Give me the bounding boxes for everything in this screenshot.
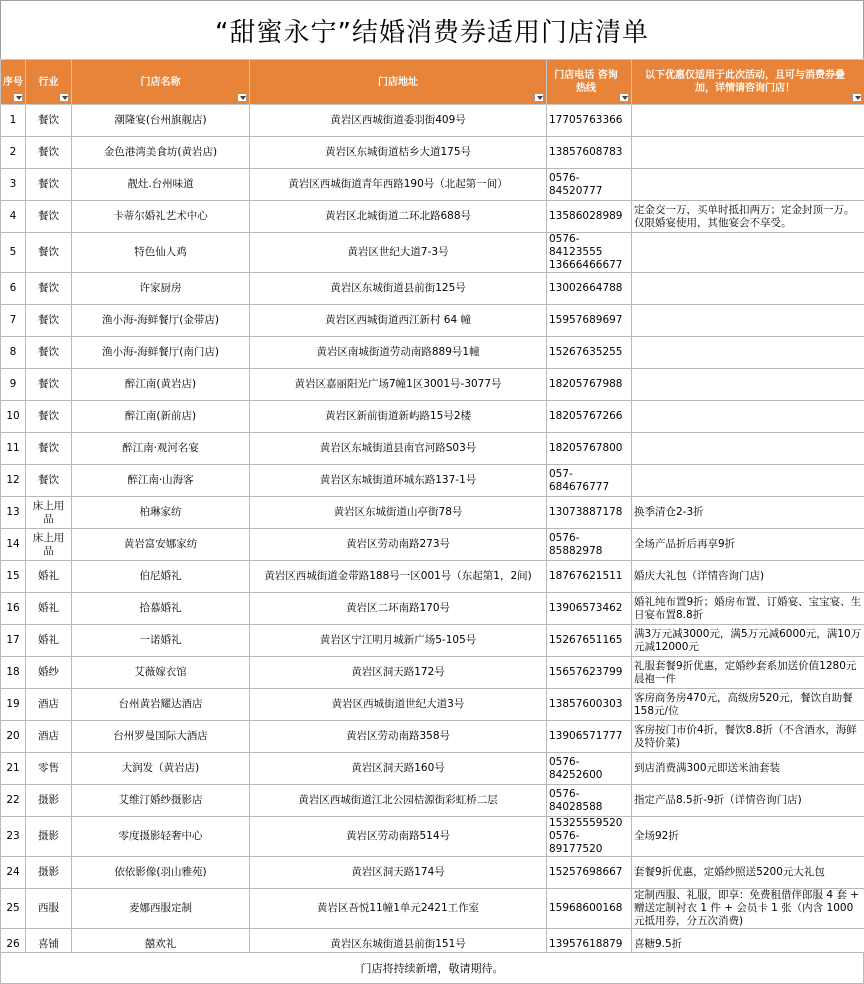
cell-industry[interactable]: 摄影 xyxy=(26,785,72,817)
cell-no[interactable]: 5 xyxy=(1,233,26,273)
cell-offer[interactable]: 指定产品8.5折-9折（详情咨询门店) xyxy=(632,785,864,817)
cell-no[interactable]: 21 xyxy=(1,753,26,785)
cell-phone[interactable]: 15325559520 0576-89177520 xyxy=(547,817,632,857)
cell-offer[interactable] xyxy=(632,369,864,401)
cell-phone[interactable]: 18205767800 xyxy=(547,433,632,465)
table-row xyxy=(1,753,864,785)
cell-address[interactable]: 黄岩区西城街道世纪大道3号 xyxy=(250,689,547,721)
cell-no[interactable]: 2 xyxy=(1,137,26,169)
cell-address[interactable]: 黄岩区西城街道委羽街409号 xyxy=(250,105,547,137)
cell-industry[interactable]: 餐饮 xyxy=(26,233,72,273)
cell-no[interactable]: 26 xyxy=(1,929,26,961)
cell-no[interactable]: 16 xyxy=(1,593,26,625)
cell-store-name[interactable]: 艾薇嫁衣馆 xyxy=(72,657,250,689)
cell-industry[interactable]: 餐饮 xyxy=(26,273,72,305)
cell-no[interactable]: 6 xyxy=(1,273,26,305)
cell-industry[interactable]: 摄影 xyxy=(26,817,72,857)
table-row xyxy=(1,433,864,465)
table-row xyxy=(1,305,864,337)
cell-store-name[interactable]: 拾慕婚礼 xyxy=(72,593,250,625)
cell-phone[interactable]: 0576-84028588 xyxy=(547,785,632,817)
cell-store-name[interactable]: 渔小海-海鲜餐厅(金带店) xyxy=(72,305,250,337)
cell-offer[interactable]: 全场产品折后再享9折 xyxy=(632,529,864,561)
table-row xyxy=(1,689,864,721)
cell-store-name[interactable]: 醉江南·山海客 xyxy=(72,465,250,497)
cell-address[interactable]: 黄岩区东城街道桔乡大道175号 xyxy=(250,137,547,169)
cell-no[interactable]: 15 xyxy=(1,561,26,593)
cell-industry[interactable]: 摄影 xyxy=(26,857,72,889)
cell-industry[interactable]: 餐饮 xyxy=(26,105,72,137)
cell-address[interactable]: 黄岩区劳动南路514号 xyxy=(250,817,547,857)
table-row xyxy=(1,337,864,369)
cell-address[interactable]: 黄岩区洞天路174号 xyxy=(250,857,547,889)
cell-no[interactable]: 9 xyxy=(1,369,26,401)
cell-industry[interactable]: 酒店 xyxy=(26,689,72,721)
cell-no[interactable]: 18 xyxy=(1,657,26,689)
table-row xyxy=(1,857,864,889)
cell-store-name[interactable]: 艾维汀婚纱摄影店 xyxy=(72,785,250,817)
header-store: 门店名称 xyxy=(72,60,250,105)
cell-offer[interactable] xyxy=(632,137,864,169)
cell-address[interactable]: 黄岩区劳动南路358号 xyxy=(250,721,547,753)
cell-address[interactable]: 黄岩区嘉丽阳光广场7幢1区3001号-3077号 xyxy=(250,369,547,401)
cell-address[interactable]: 黄岩区洞天路172号 xyxy=(250,657,547,689)
table-row xyxy=(1,105,864,137)
cell-store-name[interactable]: 潮隆宴(台州旗舰店) xyxy=(72,105,250,137)
cell-phone[interactable]: 0576-84123555 13666466677 xyxy=(547,233,632,273)
cell-store-name[interactable]: 许家厨房 xyxy=(72,273,250,305)
cell-offer[interactable]: 喜糖9.5折 xyxy=(632,929,864,961)
cell-no[interactable]: 3 xyxy=(1,169,26,201)
cell-phone[interactable]: 13586028989 xyxy=(547,201,632,233)
cell-store-name[interactable]: 零度摄影轻奢中心 xyxy=(72,817,250,857)
table-row xyxy=(1,137,864,169)
page-title: “甜蜜永宁”结婚消费券适用门店清单 xyxy=(0,0,864,60)
cell-industry[interactable]: 西服 xyxy=(26,889,72,929)
cell-industry[interactable]: 餐饮 xyxy=(26,169,72,201)
table-row xyxy=(1,721,864,753)
cell-address[interactable]: 黄岩区西城街道青年西路190号（北起第一间） xyxy=(250,169,547,201)
cell-store-name[interactable]: 麦娜西服定制 xyxy=(72,889,250,929)
cell-no[interactable]: 24 xyxy=(1,857,26,889)
filter-dropdown-icon[interactable] xyxy=(237,93,247,102)
cell-no[interactable]: 22 xyxy=(1,785,26,817)
cell-address[interactable]: 黄岩区西城街道西江新村 64 幢 xyxy=(250,305,547,337)
cell-no[interactable]: 17 xyxy=(1,625,26,657)
filter-dropdown-icon[interactable] xyxy=(534,93,544,102)
header-no: 序号 xyxy=(1,60,26,105)
cell-phone[interactable]: 13906573462 xyxy=(547,593,632,625)
cell-store-name[interactable]: 金色港湾美食坊(黄岩店) xyxy=(72,137,250,169)
cell-industry[interactable]: 喜铺 xyxy=(26,929,72,961)
cell-offer[interactable] xyxy=(632,433,864,465)
filter-dropdown-icon[interactable] xyxy=(59,93,69,102)
cell-offer[interactable]: 到店消费满300元即送米油套装 xyxy=(632,753,864,785)
cell-address[interactable]: 黄岩区北城街道二环北路688号 xyxy=(250,201,547,233)
cell-phone[interactable]: 13857600303 xyxy=(547,689,632,721)
cell-store-name[interactable]: 特色仙人鸡 xyxy=(72,233,250,273)
cell-store-name[interactable]: 台州罗曼国际大酒店 xyxy=(72,721,250,753)
cell-offer[interactable]: 婚庆大礼包（详情咨询门店) xyxy=(632,561,864,593)
cell-phone[interactable]: 0576-84520777 xyxy=(547,169,632,201)
cell-offer[interactable]: 礼服套餐9折优惠，定婚纱套系加送价值1280元晨袍一件 xyxy=(632,657,864,689)
table-row xyxy=(1,561,864,593)
header-address: 门店地址 xyxy=(250,60,547,105)
cell-address[interactable]: 黄岩区吾悦11幢1单元2421工作室 xyxy=(250,889,547,929)
cell-store-name[interactable]: 渔小海-海鲜餐厅(南门店) xyxy=(72,337,250,369)
cell-no[interactable]: 13 xyxy=(1,497,26,529)
cell-address[interactable]: 黄岩区劳动南路273号 xyxy=(250,529,547,561)
cell-industry[interactable]: 餐饮 xyxy=(26,337,72,369)
cell-store-name[interactable]: 醉江南(新前店) xyxy=(72,401,250,433)
table-row xyxy=(1,465,864,497)
cell-phone[interactable]: 17705763366 xyxy=(547,105,632,137)
table-row xyxy=(1,233,864,273)
table-row xyxy=(1,785,864,817)
cell-store-name[interactable]: 大润发（黄岩店) xyxy=(72,753,250,785)
cell-offer[interactable] xyxy=(632,337,864,369)
cell-no[interactable]: 7 xyxy=(1,305,26,337)
cell-offer[interactable] xyxy=(632,305,864,337)
cell-industry[interactable]: 餐饮 xyxy=(26,401,72,433)
cell-no[interactable]: 10 xyxy=(1,401,26,433)
cell-store-name[interactable]: 醉江南·观河名宴 xyxy=(72,433,250,465)
header-row xyxy=(1,60,864,105)
cell-industry[interactable]: 婚礼 xyxy=(26,561,72,593)
cell-industry[interactable]: 餐饮 xyxy=(26,201,72,233)
cell-no[interactable]: 20 xyxy=(1,721,26,753)
cell-offer[interactable] xyxy=(632,105,864,137)
cell-industry[interactable]: 餐饮 xyxy=(26,465,72,497)
cell-industry[interactable]: 床上用品 xyxy=(26,529,72,561)
cell-address[interactable]: 黄岩区东城街道环城东路137-1号 xyxy=(250,465,547,497)
cell-phone[interactable]: 0576-85882978 xyxy=(547,529,632,561)
cell-store-name[interactable]: 醉江南(黄岩店) xyxy=(72,369,250,401)
cell-phone[interactable]: 15968600168 xyxy=(547,889,632,929)
cell-offer[interactable] xyxy=(632,401,864,433)
table-row xyxy=(1,201,864,233)
header-phone: 门店电话 咨询热线 xyxy=(547,60,632,105)
cell-address[interactable]: 黄岩区宁江明月城新广场5-105号 xyxy=(250,625,547,657)
cell-phone[interactable]: 15657623799 xyxy=(547,657,632,689)
cell-offer[interactable]: 全场92折 xyxy=(632,817,864,857)
store-table xyxy=(0,59,864,961)
cell-industry[interactable]: 零售 xyxy=(26,753,72,785)
table-row xyxy=(1,169,864,201)
cell-no[interactable]: 8 xyxy=(1,337,26,369)
cell-industry[interactable]: 婚礼 xyxy=(26,593,72,625)
header-offer: 以下优惠仅适用于此次活动，且可与消费券叠加，详情请咨询门店！ xyxy=(632,60,864,105)
filter-dropdown-icon[interactable] xyxy=(619,93,629,102)
cell-industry[interactable]: 婚纱 xyxy=(26,657,72,689)
cell-offer[interactable]: 满3万元减3000元，满5万元减6000元，满10万元减12000元 xyxy=(632,625,864,657)
filter-dropdown-icon[interactable] xyxy=(852,93,862,102)
table-row xyxy=(1,889,864,929)
cell-offer[interactable]: 客房商务房470元，高级房520元，餐饮自助餐158元/位 xyxy=(632,689,864,721)
cell-no[interactable]: 25 xyxy=(1,889,26,929)
table-row xyxy=(1,593,864,625)
cell-store-name[interactable]: 卡蒂尔婚礼艺术中心 xyxy=(72,201,250,233)
cell-industry[interactable]: 餐饮 xyxy=(26,305,72,337)
cell-no[interactable]: 19 xyxy=(1,689,26,721)
cell-address[interactable]: 黄岩区东城街道县前街151号 xyxy=(250,929,547,961)
cell-phone[interactable]: 13906571777 xyxy=(547,721,632,753)
table-row xyxy=(1,401,864,433)
table-row xyxy=(1,497,864,529)
cell-offer[interactable]: 定金交一万，买单时抵扣两万；定金封顶一万。仅限婚宴使用，其他宴会不享受。 xyxy=(632,201,864,233)
table-row xyxy=(1,817,864,857)
cell-phone[interactable]: 0576-84252600 xyxy=(547,753,632,785)
cell-industry[interactable]: 餐饮 xyxy=(26,433,72,465)
footer-note: 门店将持续新增，敬请期待。 xyxy=(0,952,864,984)
cell-phone[interactable]: 13073887178 xyxy=(547,497,632,529)
table-row xyxy=(1,529,864,561)
cell-store-name[interactable]: 伯尼婚礼 xyxy=(72,561,250,593)
cell-offer[interactable] xyxy=(632,233,864,273)
cell-store-name[interactable]: 台州黄岩耀达酒店 xyxy=(72,689,250,721)
cell-no[interactable]: 23 xyxy=(1,817,26,857)
cell-offer[interactable]: 婚礼纯布置9折；婚房布置、订婚宴、宝宝宴、生日宴布置8.8折 xyxy=(632,593,864,625)
cell-offer[interactable] xyxy=(632,169,864,201)
cell-address[interactable]: 黄岩区西城街道江北公园桔源街彩虹桥二层 xyxy=(250,785,547,817)
cell-store-name[interactable]: 黄岩富安娜家纺 xyxy=(72,529,250,561)
table-row xyxy=(1,369,864,401)
cell-address[interactable]: 黄岩区新前街道新屿路15号2楼 xyxy=(250,401,547,433)
cell-phone[interactable]: 18767621511 xyxy=(547,561,632,593)
cell-phone[interactable]: 057-684676777 xyxy=(547,465,632,497)
cell-address[interactable]: 黄岩区南城街道劳动南路889号1幢 xyxy=(250,337,547,369)
cell-offer[interactable]: 套餐9折优惠，定婚纱照送5200元大礼包 xyxy=(632,857,864,889)
cell-phone[interactable]: 18205767266 xyxy=(547,401,632,433)
cell-address[interactable]: 黄岩区西城街道金带路188号一区001号（东起第1，2间) xyxy=(250,561,547,593)
header-industry: 行业 xyxy=(26,60,72,105)
cell-offer[interactable]: 定制西服、礼服，即享：免费租借伴郎服 4 套 + 赠送定制衬衣 1 件 + 会员卡 1 张（内含 1000 元抵用券，分五次消费) xyxy=(632,889,864,929)
cell-phone[interactable]: 13857608783 xyxy=(547,137,632,169)
cell-industry[interactable]: 餐饮 xyxy=(26,369,72,401)
cell-no[interactable]: 12 xyxy=(1,465,26,497)
table-row xyxy=(1,625,864,657)
cell-phone[interactable]: 13002664788 xyxy=(547,273,632,305)
cell-no[interactable]: 4 xyxy=(1,201,26,233)
cell-store-name[interactable]: 依依影像(羽山雅苑) xyxy=(72,857,250,889)
cell-phone[interactable]: 15267651165 xyxy=(547,625,632,657)
cell-store-name[interactable]: 靓灶.台州味道 xyxy=(72,169,250,201)
cell-address[interactable]: 黄岩区东城街道山亭街78号 xyxy=(250,497,547,529)
cell-offer[interactable] xyxy=(632,465,864,497)
cell-industry[interactable]: 婚礼 xyxy=(26,625,72,657)
cell-industry[interactable]: 餐饮 xyxy=(26,137,72,169)
table-row xyxy=(1,273,864,305)
cell-store-name[interactable]: 囍欢礼 xyxy=(72,929,250,961)
cell-address[interactable]: 黄岩区洞天路160号 xyxy=(250,753,547,785)
cell-store-name[interactable]: 柏琳家纺 xyxy=(72,497,250,529)
cell-phone[interactable]: 15957689697 xyxy=(547,305,632,337)
cell-address[interactable]: 黄岩区东城街道县南官河路S03号 xyxy=(250,433,547,465)
cell-offer[interactable] xyxy=(632,273,864,305)
cell-address[interactable]: 黄岩区世纪大道7-3号 xyxy=(250,233,547,273)
cell-phone[interactable]: 15267635255 xyxy=(547,337,632,369)
cell-phone[interactable]: 18205767988 xyxy=(547,369,632,401)
cell-offer[interactable]: 客房按门市价4折，餐饮8.8折（不含酒水，海鲜及特价菜) xyxy=(632,721,864,753)
cell-industry[interactable]: 酒店 xyxy=(26,721,72,753)
cell-no[interactable]: 11 xyxy=(1,433,26,465)
cell-no[interactable]: 1 xyxy=(1,105,26,137)
filter-dropdown-icon[interactable] xyxy=(13,93,23,102)
cell-store-name[interactable]: 一诺婚礼 xyxy=(72,625,250,657)
cell-offer[interactable]: 换季清仓2-3折 xyxy=(632,497,864,529)
cell-address[interactable]: 黄岩区东城街道县前街125号 xyxy=(250,273,547,305)
cell-industry[interactable]: 床上用品 xyxy=(26,497,72,529)
table-row xyxy=(1,657,864,689)
cell-phone[interactable]: 13957618879 xyxy=(547,929,632,961)
cell-phone[interactable]: 15257698667 xyxy=(547,857,632,889)
cell-address[interactable]: 黄岩区二环南路170号 xyxy=(250,593,547,625)
cell-no[interactable]: 14 xyxy=(1,529,26,561)
